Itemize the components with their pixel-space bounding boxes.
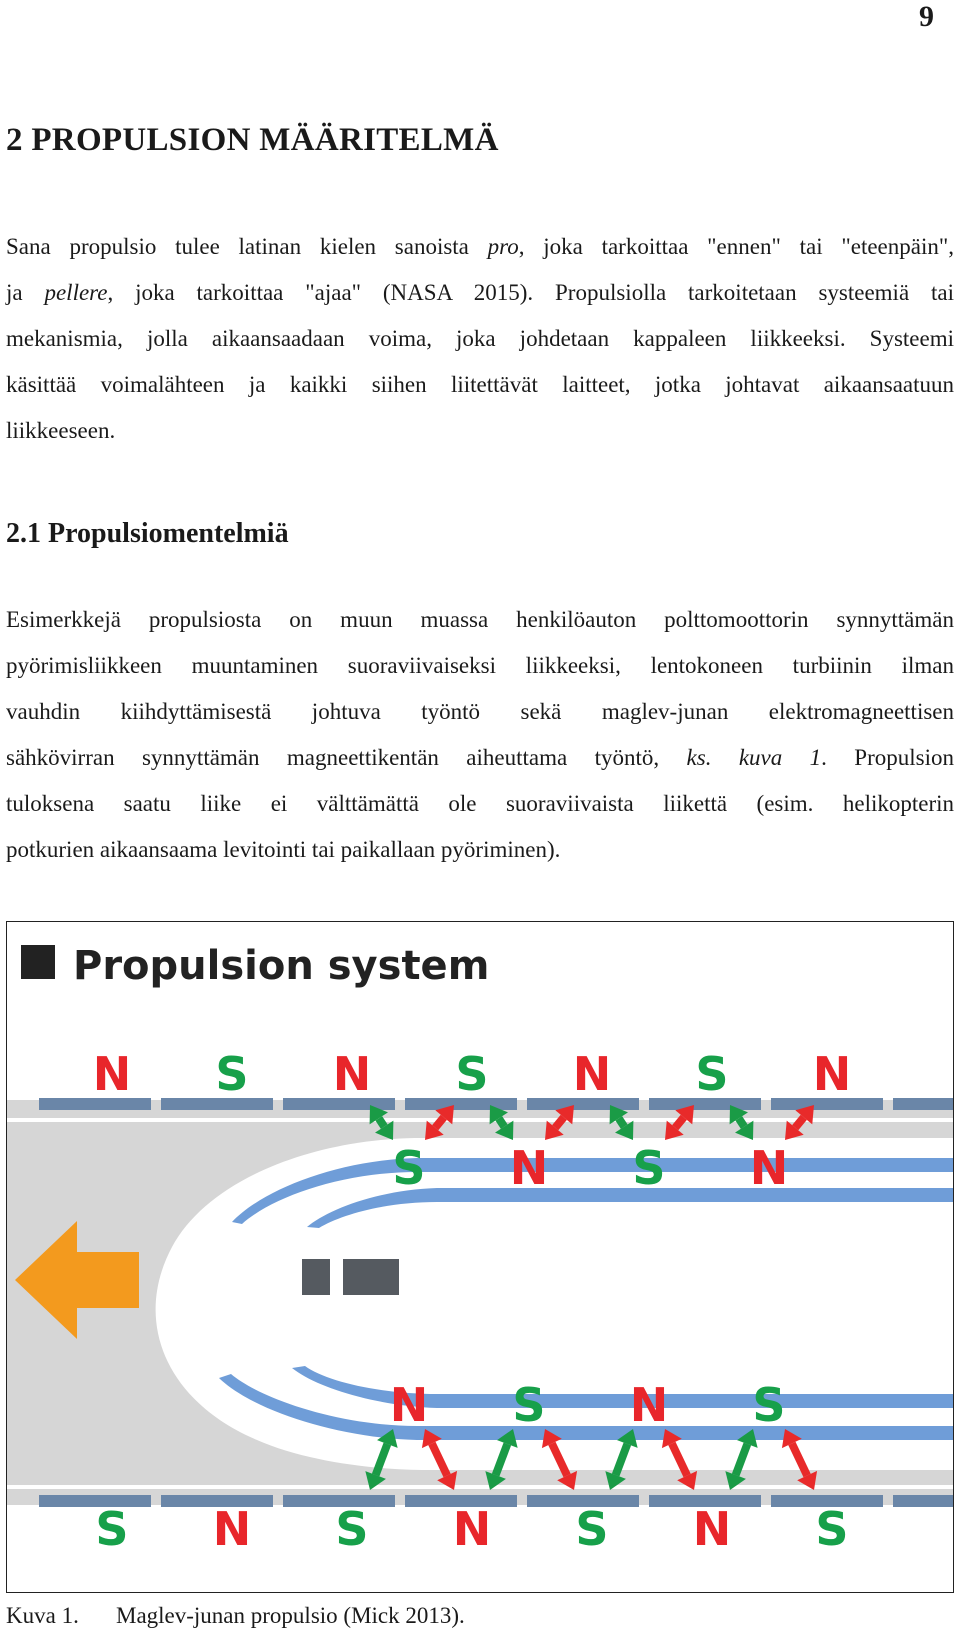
paragraph-line: ja pellere, joka tarkoittaa "ajaa" (NASA 2015). Propulsiolla tarkoitetaan systeemiä tai xyxy=(6,280,954,305)
train-nose xyxy=(156,1138,953,1470)
wall-bottom-pole: S xyxy=(815,1502,849,1556)
page-number: 9 xyxy=(919,0,934,33)
wall-bottom-pole: S xyxy=(575,1502,609,1556)
figure-reference: ks. kuva 1 xyxy=(686,745,822,770)
wall-top-pole: S xyxy=(215,1047,249,1101)
coil-top xyxy=(893,1098,953,1110)
train-bottom-pole: N xyxy=(629,1378,669,1432)
caption-text: Maglev-junan propulsio (Mick 2013). xyxy=(116,1603,465,1628)
paragraph-line: Sana propulsio tulee latinan kielen sanoista pro, joka tarkoittaa "ennen" tai "eteenpäin", xyxy=(6,234,954,259)
figure-propulsion-system xyxy=(6,921,954,1593)
paragraph-line: pyörimisliikkeen muuntaminen suoraviivaiseksi liikkeeksi, lentokoneen turbiinin ilman xyxy=(6,653,954,678)
train-top-pole: S xyxy=(392,1141,426,1195)
train-bottom-pole: S xyxy=(512,1378,546,1432)
wall-bottom-pole: S xyxy=(95,1502,129,1556)
figure-title: Propulsion system xyxy=(73,943,490,989)
caption-number: Kuva 1. xyxy=(6,1603,79,1628)
coil-bottom xyxy=(893,1495,953,1507)
paragraph-line: liikkeeseen. xyxy=(6,418,116,443)
train-top-pole: N xyxy=(509,1141,549,1195)
paragraph-line: sähkövirran synnyttämän magneettikentän aiheuttama työntö, ks. kuva 1. Propulsion xyxy=(6,745,954,770)
train-window xyxy=(302,1259,330,1295)
intro-paragraph xyxy=(6,224,954,454)
paragraph-line: potkurien aikaansaama levitointi tai paikallaan pyöriminen). xyxy=(6,837,561,862)
wall-top-pole: N xyxy=(572,1047,612,1101)
wall-bottom-pole: S xyxy=(335,1502,369,1556)
wall-top-pole: S xyxy=(695,1047,729,1101)
paragraph-line: tuloksena saatu liike ei välttämättä ole suoraviivaista liikettä (esim. helikopterin xyxy=(6,791,954,816)
train-bottom-pole: S xyxy=(752,1378,786,1432)
wall-top-pole: S xyxy=(455,1047,489,1101)
train-top-pole: S xyxy=(632,1141,666,1195)
wall-top-pole: N xyxy=(332,1047,372,1101)
figure-caption xyxy=(6,1603,465,1629)
paragraph-line: käsittää voimalähteen ja kaikki siihen liitettävät laitteet, jotka johtavat aikaansaatuun xyxy=(6,372,954,397)
section-title: 2.1 Propulsiomentelmiä xyxy=(6,518,289,549)
wall-top-pole: N xyxy=(92,1047,132,1101)
title-square-icon xyxy=(21,945,55,979)
paragraph-line: Esimerkkejä propulsiosta on muun muassa henkilöauton polttomoottorin synnyttämän xyxy=(6,607,954,632)
wall-bottom-pole: N xyxy=(212,1502,252,1556)
train-window xyxy=(343,1259,399,1295)
propulsion-diagram xyxy=(7,922,953,1592)
wall-bottom-pole: N xyxy=(692,1502,732,1556)
chapter-title: 2 PROPULSION MÄÄRITELMÄ xyxy=(6,122,499,158)
wall-top-pole: N xyxy=(812,1047,852,1101)
train-top-pole: N xyxy=(749,1141,789,1195)
paragraph-line: vauhdin kiihdyttämisestä johtuva työntö sekä maglev-junan elektromagneettisen xyxy=(6,699,954,724)
examples-paragraph xyxy=(6,597,954,873)
paragraph-line: mekanismia, jolla aikaansaadaan voima, joka johdetaan kappaleen liikkeeksi. Systeemi xyxy=(6,326,954,351)
wall-bottom-pole: N xyxy=(452,1502,492,1556)
train-bottom-pole: N xyxy=(389,1378,429,1432)
